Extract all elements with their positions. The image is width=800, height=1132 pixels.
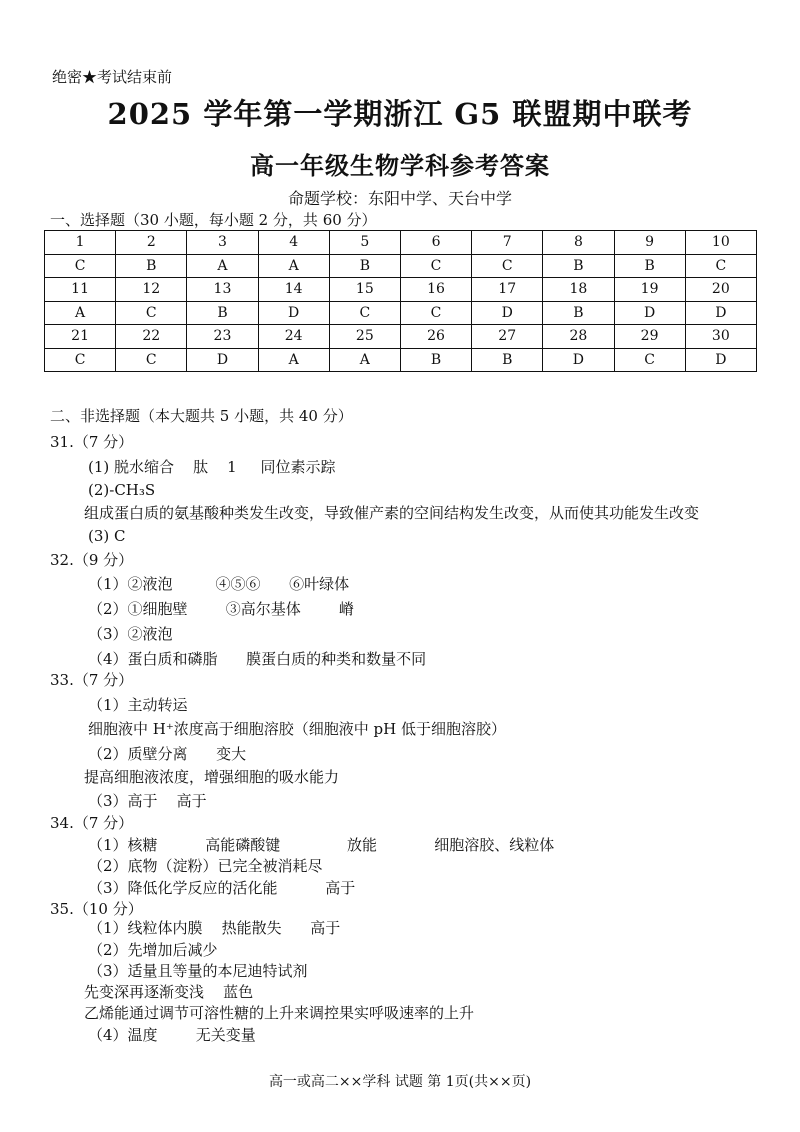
- question-number-cell: 16: [400, 278, 471, 302]
- answer-cell: B: [543, 254, 614, 278]
- answer-cell: D: [685, 301, 756, 325]
- confidential-label: 绝密★考试结束前: [52, 68, 173, 86]
- question-number-cell: 23: [187, 325, 258, 349]
- q31-line-2: (2)-CH₃S: [88, 481, 156, 499]
- q35-line-5: 乙烯能通过调节可溶性糖的上升来调控果实呼吸速率的上升: [84, 1004, 475, 1022]
- q34-title: 34.（7 分）: [50, 814, 134, 832]
- multiple-choice-answer-table: [44, 230, 757, 372]
- answer-cell: A: [329, 348, 400, 372]
- q31-title: 31.（7 分）: [50, 433, 134, 451]
- answer-cell: A: [258, 254, 329, 278]
- answer-cell: B: [614, 254, 685, 278]
- q33-line-3: （2）质壁分离 变大: [88, 745, 247, 763]
- answer-cell: C: [614, 348, 685, 372]
- answer-row: [45, 348, 757, 372]
- answer-cell: C: [400, 301, 471, 325]
- question-number-cell: 14: [258, 278, 329, 302]
- question-number-cell: 1: [45, 231, 116, 255]
- question-number-cell: 15: [329, 278, 400, 302]
- question-number-cell: 30: [685, 325, 756, 349]
- q32-line-4: （4）蛋白质和磷脂 膜蛋白质的种类和数量不同: [88, 650, 427, 668]
- q35-line-2: （2）先增加后减少: [88, 941, 218, 959]
- answer-cell: B: [472, 348, 543, 372]
- q33-line-5: （3）高于 高于: [88, 792, 207, 810]
- question-number-cell: 17: [472, 278, 543, 302]
- answer-cell: A: [45, 301, 116, 325]
- question-number-cell: 3: [187, 231, 258, 255]
- answer-cell: C: [685, 254, 756, 278]
- q34-line-1: （1）核糖 高能磷酸键 放能 细胞溶胶、线粒体: [88, 836, 555, 854]
- answer-key-title: 高一年级生物学科参考答案: [250, 151, 550, 180]
- question-number-cell: 28: [543, 325, 614, 349]
- answer-cell: D: [685, 348, 756, 372]
- q35-title: 35.（10 分）: [50, 900, 143, 918]
- section2-heading: 二、非选择题（本大题共 5 小题，共 40 分）: [50, 407, 353, 425]
- answer-cell: B: [329, 254, 400, 278]
- question-number-row: [45, 325, 757, 349]
- question-number-cell: 2: [116, 231, 187, 255]
- question-number-cell: 26: [400, 325, 471, 349]
- question-number-cell: 8: [543, 231, 614, 255]
- answer-cell: D: [472, 301, 543, 325]
- answer-cell: B: [116, 254, 187, 278]
- question-number-cell: 22: [116, 325, 187, 349]
- q35-line-1: （1）线粒体内膜 热能散失 高于: [88, 919, 341, 937]
- question-number-cell: 13: [187, 278, 258, 302]
- question-number-cell: 6: [400, 231, 471, 255]
- q35-line-4: 先变深再逐渐变浅 蓝色: [84, 983, 254, 1001]
- answer-cell: C: [116, 301, 187, 325]
- q34-line-3: （3）降低化学反应的活化能 高于: [88, 879, 356, 897]
- q33-line-1: （1）主动转运: [88, 696, 188, 714]
- answer-cell: C: [116, 348, 187, 372]
- question-number-cell: 18: [543, 278, 614, 302]
- question-number-cell: 20: [685, 278, 756, 302]
- answer-cell: C: [329, 301, 400, 325]
- answer-cell: C: [45, 348, 116, 372]
- question-number-cell: 9: [614, 231, 685, 255]
- question-number-cell: 21: [45, 325, 116, 349]
- q32-title: 32.（9 分）: [50, 551, 134, 569]
- question-number-cell: 4: [258, 231, 329, 255]
- question-number-cell: 29: [614, 325, 685, 349]
- answer-cell: A: [258, 348, 329, 372]
- answer-row: [45, 254, 757, 278]
- answer-cell: D: [543, 348, 614, 372]
- question-number-cell: 25: [329, 325, 400, 349]
- answer-cell: D: [614, 301, 685, 325]
- question-number-cell: 11: [45, 278, 116, 302]
- answer-cell: B: [400, 348, 471, 372]
- q31-line-3: 组成蛋白质的氨基酸种类发生改变，导致催产素的空间结构发生改变，从而使其功能发生改变: [84, 504, 700, 522]
- authoring-schools: 命题学校：东阳中学、天台中学: [287, 189, 512, 208]
- answer-row: [45, 301, 757, 325]
- q32-line-2: （2）①细胞壁 ③高尔基体 嵴: [88, 600, 354, 618]
- answer-cell: B: [543, 301, 614, 325]
- question-number-cell: 19: [614, 278, 685, 302]
- q35-line-3: （3）适量且等量的本尼迪特试剂: [88, 962, 308, 980]
- question-number-cell: 5: [329, 231, 400, 255]
- answer-cell: D: [187, 348, 258, 372]
- q35-line-6: （4）温度 无关变量: [88, 1026, 256, 1044]
- question-number-cell: 7: [472, 231, 543, 255]
- answer-cell: D: [258, 301, 329, 325]
- q32-line-1: （1）②液泡 ④⑤⑥ ⑥叶绿体: [88, 575, 350, 593]
- q32-line-3: （3）②液泡: [88, 625, 173, 643]
- answer-cell: A: [187, 254, 258, 278]
- q33-line-2: 细胞液中 H⁺浓度高于细胞溶胶（细胞液中 pH 低于细胞溶胶）: [88, 720, 506, 738]
- answer-cell: C: [472, 254, 543, 278]
- question-number-row: [45, 278, 757, 302]
- question-number-cell: 10: [685, 231, 756, 255]
- question-number-cell: 12: [116, 278, 187, 302]
- q33-line-4: 提高细胞液浓度，增强细胞的吸水能力: [84, 768, 340, 786]
- exam-title: 2025 学年第一学期浙江 G5 联盟期中联考: [107, 97, 693, 131]
- q31-line-4: (3) C: [88, 527, 126, 545]
- question-number-row: [45, 231, 757, 255]
- answer-cell: C: [400, 254, 471, 278]
- question-number-cell: 24: [258, 325, 329, 349]
- answer-cell: C: [45, 254, 116, 278]
- q33-title: 33.（7 分）: [50, 671, 134, 689]
- q31-line-1: (1) 脱水缩合 肽 1 同位素示踪: [88, 458, 336, 476]
- question-number-cell: 27: [472, 325, 543, 349]
- answer-cell: B: [187, 301, 258, 325]
- section1-heading: 一、选择题（30 小题，每小题 2 分，共 60 分）: [50, 211, 377, 229]
- page-footer: 高一或高二××学科 试题 第 1页(共××页): [268, 1074, 532, 1090]
- q34-line-2: （2）底物（淀粉）已完全被消耗尽: [88, 857, 323, 875]
